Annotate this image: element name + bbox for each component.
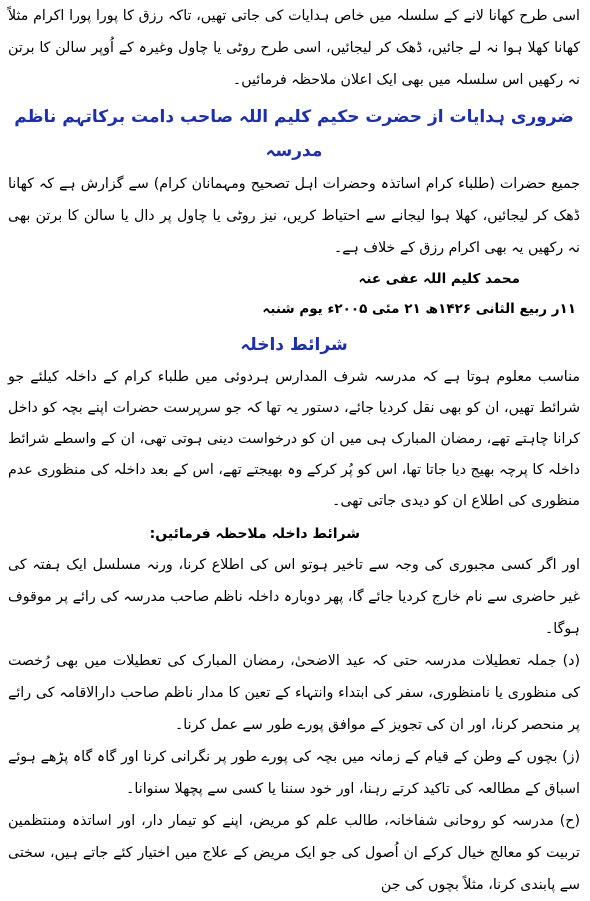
admission-item-h: (ح) مدرسہ کو روحانی شفاخانہ، طالب علم کو مریض، اپنے کو تیمار دار، اور اساتذہ ومنتظمین تربیت کو معالج خیال کرکے ان اُصول کی جو ایک مریض کے علاج میں اختیار کئے جاتے ہیں، سختی سے پابندی کرنا، مثلاً بچوں کی جن [8,813,580,893]
admission-heading: شرائط داخلہ [240,335,348,355]
intro-paragraph: اسی طرح کھانا لانے کے سلسلہ میں خاص ہدایات کی جاتی تھیں، تاکہ رزق کا پورا پورا اکرام مثلاً کھانا کھلا ہوا نہ لے جائیں، ڈھک کر لیجائیں، اسی طرح روٹی یا چاول وغیرہ کے اُوپر سالن کا برتن نہ رکھیں اس سلسلہ میں بھی ایک اعلان ملاحظہ فرمائیں۔ [8,8,580,88]
notice-date: ۱۱ر ربیع الثانی ۱۴۲۶ھ ۲۱ مئی ۲۰۰۵ء یوم شنبہ [262,301,576,317]
admission-subheading: شرائط داخلہ ملاحظہ فرمائیں: [149,526,360,542]
notice-signature: محمد کلیم اللہ عفی عنہ [358,271,520,287]
admission-body: مناسب معلوم ہوتا ہے کہ مدرسہ شرف المدارس ہردوئی میں طلباء کرام کے داخلہ کیلئے جو شرائط تھیں، ان کو بھی نقل کردیا جائے، دستور یہ تھا کہ جو سرپرست حضرات اپنے بچہ کو داخل کرانا چاہتے تھے، رمضان المبارک ہی میں ان کو درخواست دینی ہوتی تھی، ان کے واسطے شرائط داخلہ کا پرچہ بھیج دیا جاتا تھا، اس کو پُر کرکے وہ بھیجتے تھے، اس کے بعد داخلہ کی منظوری عدم منظوری کی اطلاع ان کو دیدی جاتی تھی۔ [8,369,580,509]
admission-item-1: اور اگر کسی مجبوری کی وجہ سے تاخیر ہوتو اس کی اطلاع کرنا، ورنہ مسلسل ایک ہفتہ کی غیر حاضری سے نام خارج کردیا جائے گا، پھر دوبارہ داخلہ ناظم صاحب مدرسہ کی رائے پر موقوف ہوگا۔ [8,557,580,637]
notice-heading: ضروری ہدایات از حضرت حکیم کلیم اللہ صاحب دامت برکاتہم ناظم مدرسہ [14,107,574,161]
notice-body: جمیع حضرات (طلباء کرام اساتذہ وحضرات اہل تصحیح ومہمانان کرام) سے گزارش ہے کہ کھانا ڈھک کر لیجائیں، کھلا ہوا لیجانے سے احتیاط کریں، نیز روٹی یا چاول پر دال یا سالن کا برتن بھی نہ رکھیں یہ بھی اکرام رزق کے خلاف ہے۔ [8,176,580,256]
admission-item-z: (ز) بچوں کے وطن کے قیام کے زمانہ میں بچہ کی پورے طور پر نگرانی کرنا اور گاہ گاہ پڑھے ہوئے اسباق کے مطالعہ کی تاکید کرتے رہنا، اور خود سننا یا کسی سے پچھلا سنوانا۔ [8,749,580,797]
admission-item-d: (د) جملہ تعطیلات مدرسہ حتی کہ عید الاضحیٰ، رمضان المبارک کی تعطیلات میں بھی رُخصت کی منظوری یا نامنظوری، سفر کی ابتداء وانتہاء کے تعین کا مدار ناظم صاحب دارالاقامہ کی رائے پر منحصر کرنا، اور ان کی تجویز کے موافق پورے طور سے عمل کرنا۔ [8,653,580,733]
